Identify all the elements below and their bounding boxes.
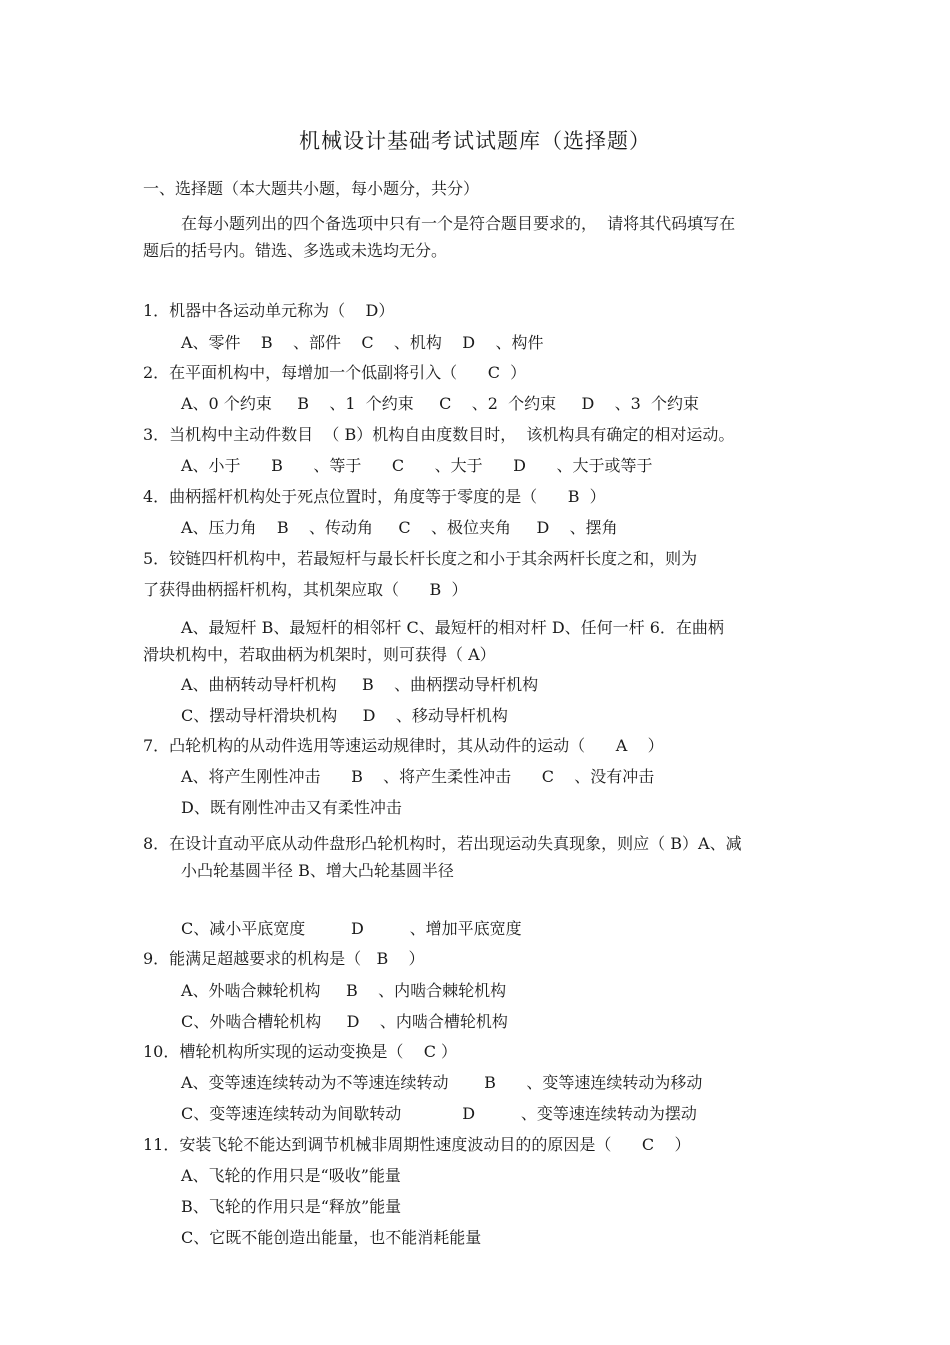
question-stem: 3．当机构中主动件数目 （ B）机构自由度数目时， 该机构具有确定的相对运动。: [143, 425, 735, 444]
question-options: C、减小平底宽度 D 、增加平底宽度: [181, 919, 522, 938]
question-options: C、变等速连续转动为间歇转动 D 、变等速连续转动为摆动: [181, 1104, 697, 1123]
question-stem: 了获得曲柄摇杆机构，其机架应取（ B ）: [143, 580, 468, 599]
question-stem: 1．机器中各运动单元称为（ D）: [143, 301, 395, 320]
question-options: B、飞轮的作用只是“释放”能量: [181, 1197, 402, 1216]
question-options: A、变等速连续转动为不等速连续转动 B 、变等速连续转动为移动: [181, 1073, 703, 1092]
question-options: C、外啮合槽轮机构 D 、内啮合槽轮机构: [181, 1012, 508, 1031]
question-stem: 11．安装飞轮不能达到调节机械非周期性速度波动目的的原因是（ C ）: [143, 1135, 691, 1154]
question-options: A、将产生刚性冲击 B 、将产生柔性冲击 C 、没有冲击: [181, 767, 655, 786]
page-title: 机械设计基础考试试题库（选择题）: [299, 129, 651, 153]
question-options: A、0 个约束 B 、1 个约束 C 、2 个约束 D 、3 个约束: [181, 394, 700, 413]
question-options: C、它既不能创造出能量，也不能消耗能量: [181, 1228, 482, 1247]
question-options: D、既有刚性冲击又有柔性冲击: [181, 798, 402, 817]
question-options: 小凸轮基圆半径 B、增大凸轮基圆半径: [181, 861, 454, 880]
question-stem: 5．铰链四杆机构中，若最短杆与最长杆长度之和小于其余两杆长度之和，则为: [143, 549, 698, 568]
question-options: A、小于 B 、等于 C 、大于 D 、大于或等于: [181, 456, 653, 475]
question-stem: 8．在设计直动平底从动件盘形凸轮机构时，若出现运动失真现象，则应（ B）A、减: [143, 834, 742, 853]
question-options: A、外啮合棘轮机构 B 、内啮合棘轮机构: [181, 981, 507, 1000]
question-options: A、压力角 B 、传动角 C 、极位夹角 D 、摆角: [181, 518, 618, 537]
question-stem: 10．槽轮机构所实现的运动变换是（ C ）: [143, 1042, 458, 1061]
question-options: A、最短杆 B、最短杆的相邻杆 C、最短杆的相对杆 D、任何一杆 6．在曲柄: [181, 618, 724, 637]
question-options: A、曲柄转动导杆机构 B 、曲柄摆动导杆机构: [181, 675, 539, 694]
question-options: A、飞轮的作用只是“吸收”能量: [181, 1166, 401, 1185]
section-heading: 一、选择题（本大题共小题，每小题分，共分）: [143, 179, 480, 198]
question-stem: 滑块机构中，若取曲柄为机架时，则可获得（ A）: [143, 645, 496, 664]
question-stem: 4．曲柄摇杆机构处于死点位置时，角度等于零度的是（ B ）: [143, 487, 606, 506]
instructions-line: 在每小题列出的四个备选项中只有一个是符合题目要求的， 请将其代码填写在: [181, 214, 736, 233]
question-stem: 2．在平面机构中，每增加一个低副将引入（ C ）: [143, 363, 527, 382]
question-stem: 7．凸轮机构的从动件选用等速运动规律时，其从动件的运动（ A ）: [143, 736, 664, 755]
instructions-line: 题后的括号内。错选、多选或未选均无分。: [143, 241, 448, 260]
question-stem: 9．能满足超越要求的机构是（ B ）: [143, 949, 425, 968]
question-options: A、零件 B 、部件 C 、机构 D 、构件: [181, 333, 544, 352]
question-options: C、摆动导杆滑块机构 D 、移动导杆机构: [181, 706, 508, 725]
